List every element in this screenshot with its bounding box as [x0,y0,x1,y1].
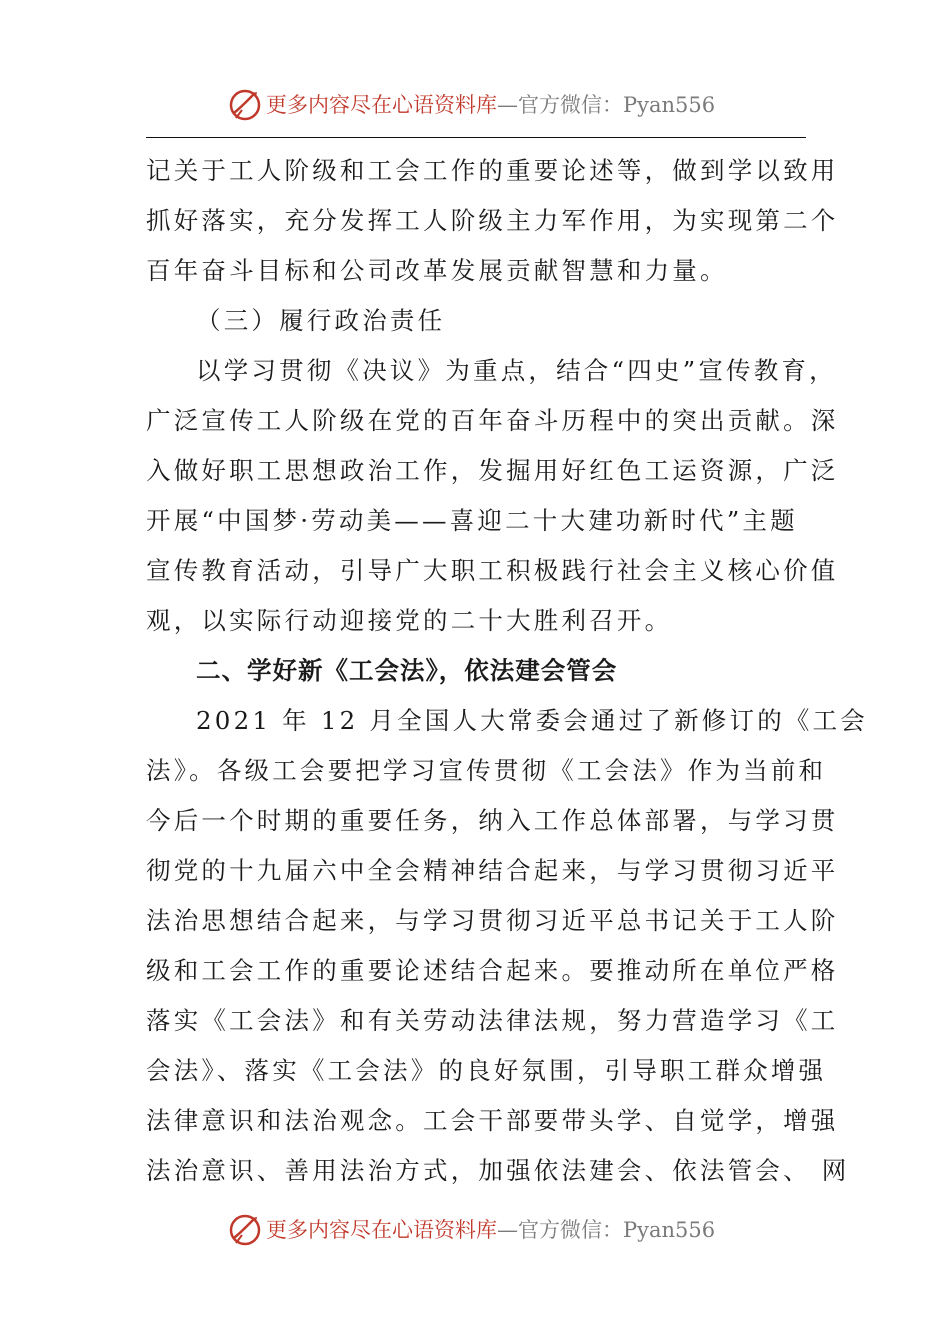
subsection-heading: （三）履行政治责任 [196,306,446,335]
body-line: 观，以实际行动迎接党的二十大胜利召开。 [146,606,673,635]
body-line: 落实《工会法》和有关劳动法律法规，努力营造学习《工 [146,1006,839,1035]
body-line: 以学习贯彻《决议》为重点，结合“四史”宣传教育， [196,356,837,385]
banner-wechat-text: 官方微信：Pyan556 [518,93,716,117]
banner-dash: — [497,1218,518,1242]
header-divider [146,137,806,138]
section-heading: 二、学好新《工会法》，依法建会管会 [196,656,618,685]
body-line: 级和工会工作的重要论述结合起来。要推动所在单位严格 [146,956,839,985]
body-line: 记关于工人阶级和工会工作的重要论述等，做到学以致用 [146,156,839,185]
body-line: 法治意识、善用法治方式，加强依法建会、依法管会、 网 [146,1156,850,1185]
banner-dash: — [497,93,518,117]
footer-watermark-banner [0,1211,950,1251]
body-line: 开展“中国梦·劳动美——喜迎二十大建功新时代”主题 [146,506,798,535]
body-line: 广泛宣传工人阶级在党的百年奋斗历程中的突出贡献。深 [146,406,839,435]
body-line: 今后一个时期的重要任务，纳入工作总体部署，与学习贯 [146,806,839,835]
banner-wechat-text: 官方微信：Pyan556 [518,1218,716,1242]
body-line: 法律意识和法治观念。工会干部要带头学、自觉学，增强 [146,1106,839,1135]
body-line: 百年奋斗目标和公司改革发展贡献智慧和力量。 [146,256,728,285]
body-line: 法》。各级工会要把学习宣传贯彻《工会法》作为当前和 [146,756,827,785]
banner-red-text: 更多内容尽在心语资料库 [266,1218,497,1242]
banner-red-text: 更多内容尽在心语资料库 [266,93,497,117]
banner-text [266,1216,715,1244]
body-line: 2021 年 12 月全国人大常委会通过了新修订的《工会 [196,706,868,735]
banner-text [266,91,715,119]
body-line: 宣传教育活动，引导广大职工积极践行社会主义核心价值 [146,556,839,585]
body-line: 抓好落实，充分发挥工人阶级主力军作用，为实现第二个 [146,206,839,235]
pen-logo-icon [228,1213,262,1247]
body-line: 会法》、落实《工会法》的良好氛围，引导职工群众增强 [146,1056,827,1085]
body-line: 法治思想结合起来，与学习贯彻习近平总书记关于工人阶 [146,906,839,935]
body-line: 彻党的十九届六中全会精神结合起来，与学习贯彻习近平 [146,856,839,885]
pen-logo-icon [228,88,262,122]
header-watermark-banner [0,86,950,126]
body-line: 入做好职工思想政治工作，发掘用好红色工运资源，广泛 [146,456,839,485]
